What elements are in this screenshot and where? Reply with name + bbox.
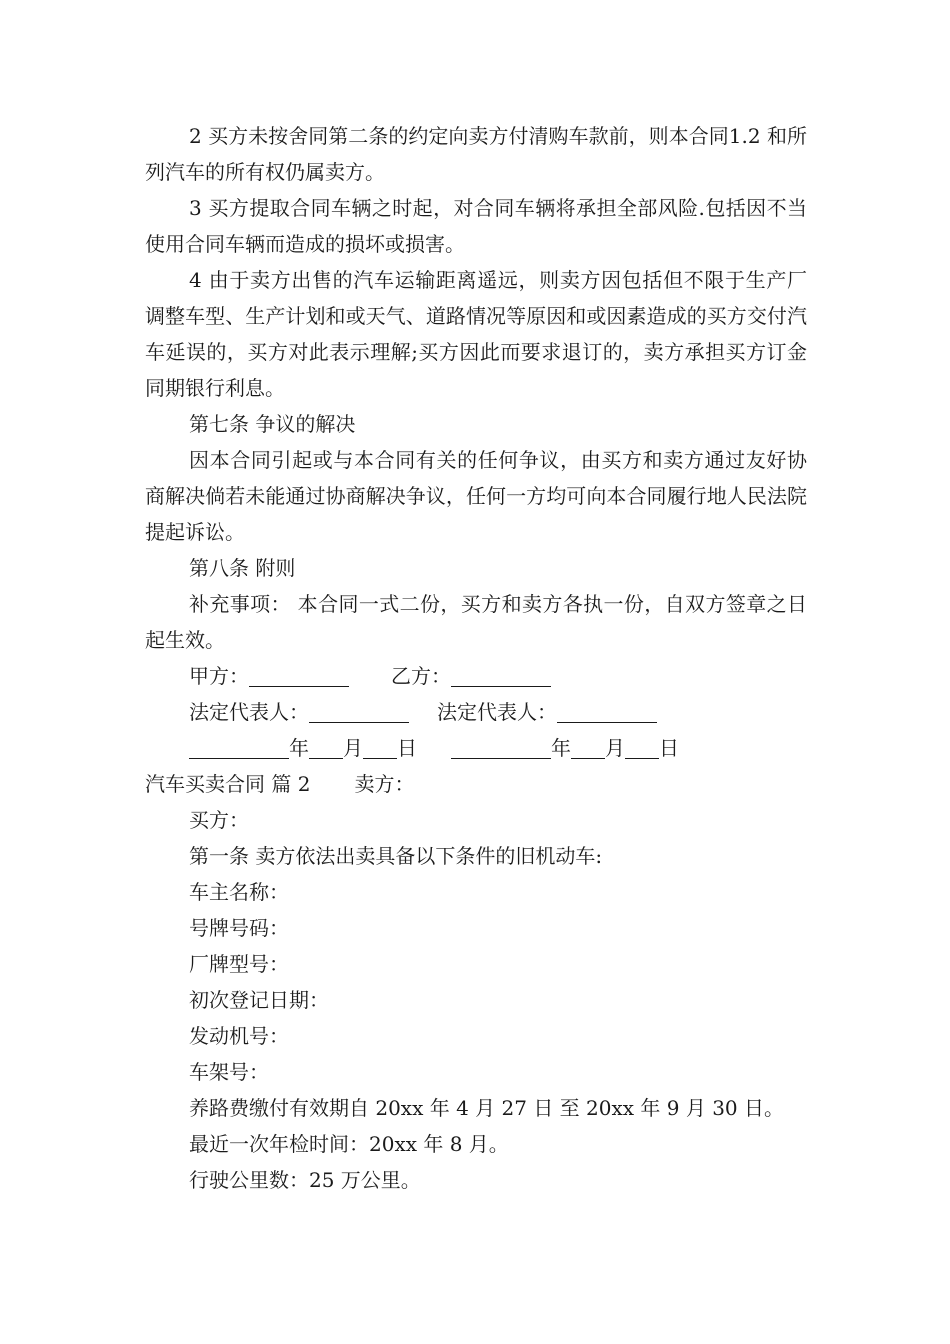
- day-a-blank: [363, 736, 397, 759]
- year-a-blank: [189, 736, 289, 759]
- seller-label: 卖方：: [354, 772, 415, 796]
- month-label: 月: [605, 736, 625, 760]
- field-model: 厂牌型号：: [189, 952, 289, 976]
- signature-representatives: [145, 694, 807, 730]
- rep-b-label: 法定代表人：: [437, 700, 557, 724]
- day-label: 日: [659, 736, 679, 760]
- rep-a-blank: [309, 700, 409, 723]
- party-a-label: 甲方：: [189, 664, 249, 688]
- article-8-title: 第八条 附则: [189, 556, 296, 580]
- field-owner-name: 车主名称：: [189, 880, 289, 904]
- year-b-blank: [451, 736, 551, 759]
- article-1: 第一条 卖方依法出卖具备以下条件的旧机动车:: [189, 844, 603, 868]
- section-2-title: 汽车买卖合同 篇 2: [145, 772, 311, 796]
- field-frame-number: 车架号：: [189, 1060, 269, 1084]
- party-b-blank: [451, 664, 551, 687]
- section-2-heading: [145, 766, 807, 802]
- clause-2: 2 买方未按舍同第二条的约定向卖方付清购车款前，则本合同1.2 和所列汽车的所有权仍属卖方。: [145, 124, 807, 184]
- year-label: 年: [551, 736, 571, 760]
- field-engine-number: 发动机号：: [189, 1024, 289, 1048]
- rep-a-label: 法定代表人：: [189, 700, 309, 724]
- month-b-blank: [571, 736, 605, 759]
- field-road-fee-period: 养路费缴付有效期自 20xx 年 4 月 27 日 至 20xx 年 9 月 30 日。: [189, 1096, 785, 1120]
- signature-parties: [145, 658, 807, 694]
- month-label: 月: [343, 736, 363, 760]
- year-label: 年: [289, 736, 309, 760]
- party-b-label: 乙方：: [391, 664, 451, 688]
- party-a-blank: [249, 664, 349, 687]
- article-7-title: 第七条 争议的解决: [189, 412, 356, 436]
- clause-3: 3 买方提取合同车辆之时起，对合同车辆将承担全部风险.包括因不当使用合同车辆而造成的损坏或损害。: [145, 196, 807, 256]
- field-plate-number: 号牌号码：: [189, 916, 289, 940]
- month-a-blank: [309, 736, 343, 759]
- signature-dates: [145, 730, 807, 766]
- document-body: [145, 118, 807, 1198]
- article-7-body: 因本合同引起或与本合同有关的任何争议，由买方和卖方通过友好协商解决倘若未能通过协商解决争议，任何一方均可向本合同履行地人民法院提起诉讼。: [145, 448, 807, 544]
- field-last-inspection: 最近一次年检时间：20xx 年 8 月。: [189, 1132, 509, 1156]
- field-first-registration: 初次登记日期：: [189, 988, 329, 1012]
- field-mileage: 行驶公里数：25 万公里。: [189, 1168, 421, 1192]
- article-8-body: 补充事项： 本合同一式二份，买方和卖方各执一份，自双方签章之日起生效。: [145, 592, 807, 652]
- buyer-label: 买方：: [189, 808, 249, 832]
- day-label: 日: [397, 736, 417, 760]
- day-b-blank: [625, 736, 659, 759]
- rep-b-blank: [557, 700, 657, 723]
- clause-4: 4 由于卖方出售的汽车运输距离遥远，则卖方因包括但不限于生产厂调整车型、生产计划和或天气、道路情况等原因和或因素造成的买方交付汽车延误的，买方对此表示理解;买方因此而要求退订的，卖方承担买方订金同期银行利息。: [145, 268, 807, 400]
